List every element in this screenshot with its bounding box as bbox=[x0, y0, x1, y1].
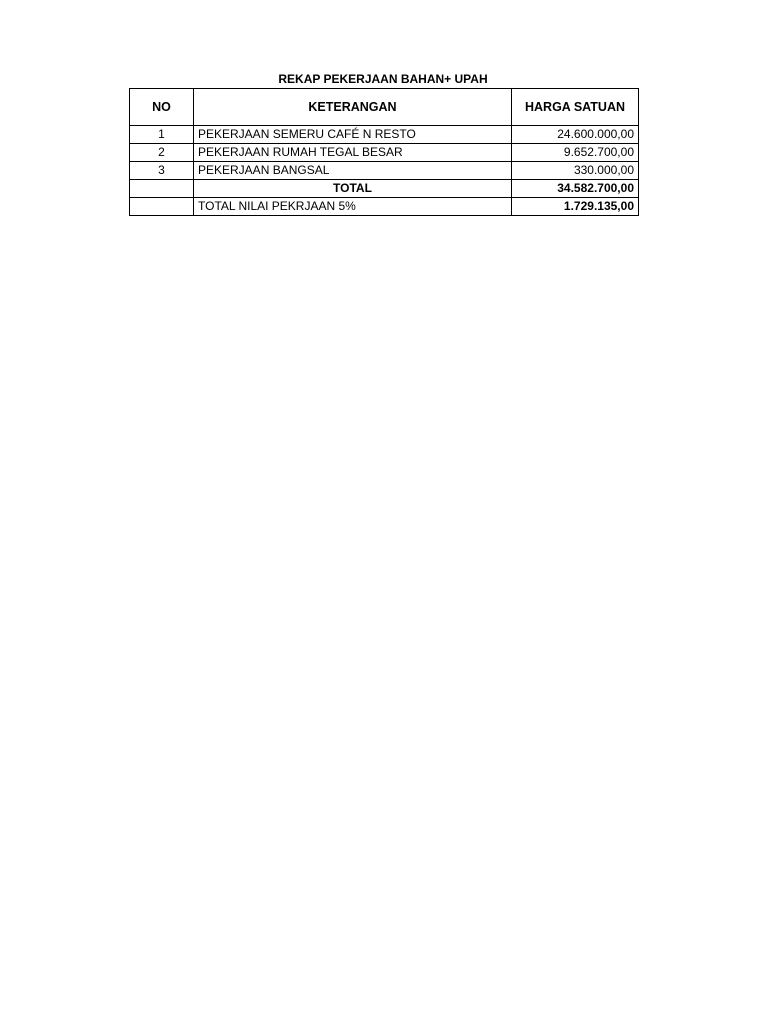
row-keterangan: PEKERJAAN RUMAH TEGAL BESAR bbox=[194, 144, 512, 162]
total-no-empty bbox=[130, 180, 194, 198]
row-keterangan: PEKERJAAN BANGSAL bbox=[194, 162, 512, 180]
row-harga: 24.600.000,00 bbox=[512, 126, 639, 144]
header-harga-satuan: HARGA SATUAN bbox=[512, 89, 639, 126]
row-no: 1 bbox=[130, 126, 194, 144]
total-value: 34.582.700,00 bbox=[512, 180, 639, 198]
table-row bbox=[130, 126, 639, 144]
total-row bbox=[130, 180, 639, 198]
nilai-no-empty bbox=[130, 198, 194, 216]
nilai-row bbox=[130, 198, 639, 216]
rekap-table bbox=[129, 88, 639, 216]
total-label: TOTAL bbox=[194, 180, 512, 198]
nilai-label: TOTAL NILAI PEKRJAAN 5% bbox=[194, 198, 512, 216]
table-header-row bbox=[130, 89, 639, 126]
nilai-value: 1.729.135,00 bbox=[512, 198, 639, 216]
row-no: 2 bbox=[130, 144, 194, 162]
row-no: 3 bbox=[130, 162, 194, 180]
table-row bbox=[130, 144, 639, 162]
row-harga: 330.000,00 bbox=[512, 162, 639, 180]
row-keterangan: PEKERJAAN SEMERU CAFÉ N RESTO bbox=[194, 126, 512, 144]
header-keterangan: KETERANGAN bbox=[194, 89, 512, 126]
table-row bbox=[130, 162, 639, 180]
row-harga: 9.652.700,00 bbox=[512, 144, 639, 162]
header-no: NO bbox=[130, 89, 194, 126]
document-title: REKAP PEKERJAAN BAHAN+ UPAH bbox=[278, 72, 488, 86]
